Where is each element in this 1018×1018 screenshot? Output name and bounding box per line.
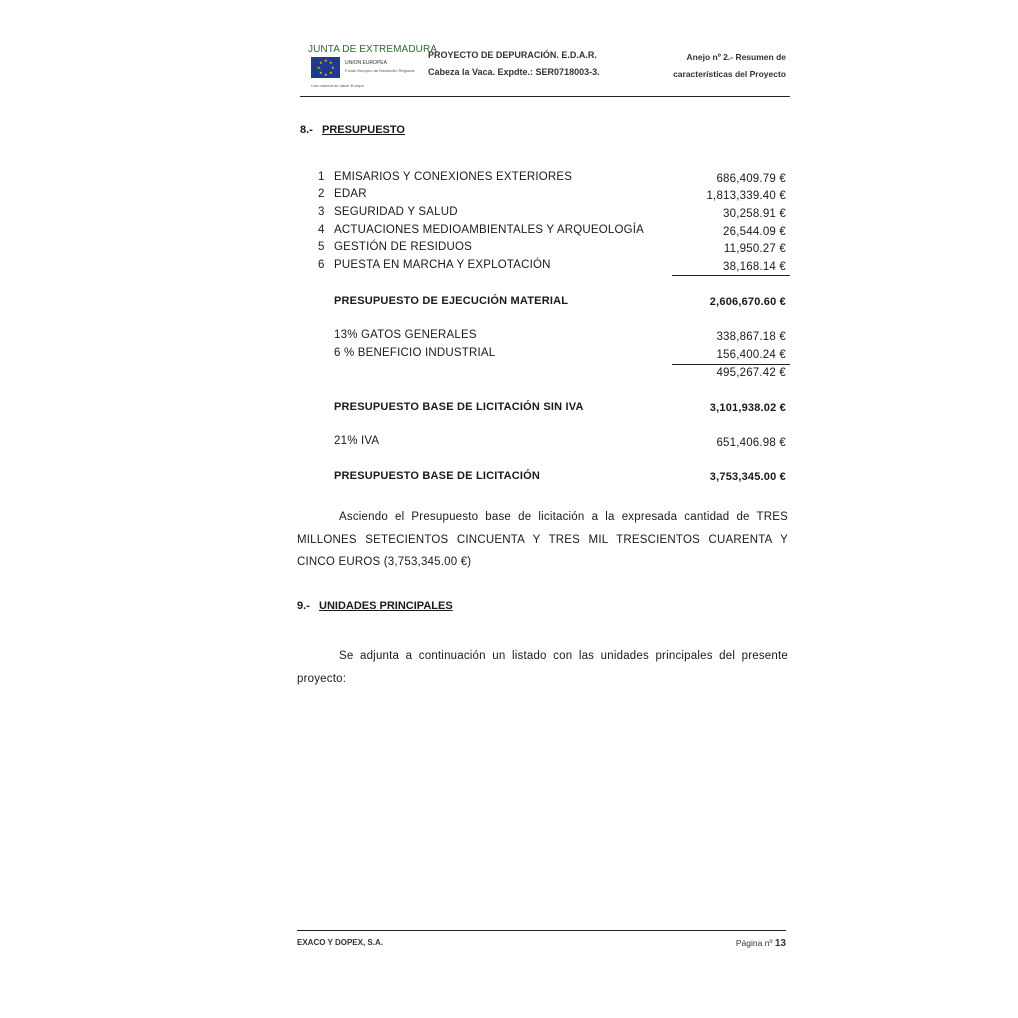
logo-union-europea: UNION EUROPEA (345, 60, 387, 66)
budget-item-amount: 686,409.79 € (716, 173, 786, 185)
budget-item-number: 1 (318, 171, 325, 183)
budget-item-amount: 11,950.27 € (723, 243, 786, 255)
subtotal-rule (672, 364, 790, 365)
budget-item-amount: 38,168.14 € (723, 261, 786, 273)
header-rule (300, 96, 790, 97)
budget-item-number: 5 (318, 241, 325, 253)
budget-item-label: EDAR (334, 188, 367, 200)
gastos-generales-amount: 338,867.18 € (716, 331, 786, 343)
section-9-heading (297, 600, 453, 612)
budget-item-label: SEGURIDAD Y SALUD (334, 206, 458, 218)
budget-item-label: ACTUACIONES MEDIOAMBIENTALES Y ARQUEOLOGÍA (334, 224, 645, 236)
pbl-amount: 3,753,345.00 € (709, 471, 786, 483)
header-project-line2: Cabeza la Vaca. Expdte.: SER0718003-3. (428, 67, 600, 77)
footer-page (736, 938, 786, 949)
logo-fund-text: Fondo Europeo de Desarrollo Regional (345, 68, 415, 73)
sum-rule (672, 275, 790, 276)
header-annex-line2: características del Proyecto (673, 69, 786, 79)
eu-flag-icon: ★ ★ ★ ★ ★ ★ ★ ★ (311, 57, 340, 78)
budget-item-number: 3 (318, 206, 325, 218)
subtotal-amount: 495,267.42 € (716, 367, 786, 379)
header-project-line1: PROYECTO DE DEPURACIÓN. E.D.A.R. (428, 50, 597, 60)
budget-item-number: 2 (318, 188, 325, 200)
section-8-heading (300, 124, 405, 136)
pbl-sin-iva-amount: 3,101,938.02 € (709, 402, 786, 414)
pbl-label: PRESUPUESTO BASE DE LICITACIÓN (334, 470, 541, 482)
budget-item-label: GESTIÓN DE RESIDUOS (334, 241, 472, 253)
footer-rule (297, 930, 786, 931)
budget-item-amount: 30,258.91 € (723, 208, 786, 220)
section-9-number: 9.- (297, 600, 310, 612)
units-paragraph: Se adjunta a continuación un listado con las unidades principales del presente proyecto: (297, 650, 788, 685)
budget-item-amount: 26,544.09 € (723, 226, 786, 238)
budget-item-label: PUESTA EN MARCHA Y EXPLOTACIÓN (334, 259, 551, 271)
footer-company: EXACO Y DOPEX, S.A. (297, 938, 383, 947)
iva-amount: 651,406.98 € (716, 437, 786, 449)
pem-amount: 2,606,670.60 € (709, 296, 786, 308)
section-8-number: 8.- (300, 124, 313, 136)
logo-title: JUNTA DE EXTREMADURA (308, 44, 438, 55)
section-9-title: UNIDADES PRINCIPALES (319, 600, 453, 612)
pbl-sin-iva-label: PRESUPUESTO BASE DE LICITACIÓN SIN IVA (334, 401, 584, 413)
section-8-title: PRESUPUESTO (322, 124, 405, 136)
footer-page-number: 13 (774, 938, 786, 949)
budget-paragraph: Asciendo el Presupuesto base de licitación a la expresada cantidad de TRES MILLONES SETECIENTOS CINCUENTA Y TRES MIL TRESCIENTOS CUARENTA Y CINCO EUROS (3,753,345.00 €) (297, 511, 788, 568)
pem-label: PRESUPUESTO DE EJECUCIÓN MATERIAL (334, 295, 569, 307)
iva-label: 21% IVA (334, 435, 380, 447)
budget-item-number: 4 (318, 224, 325, 236)
logo-motto: Una manera de hacer Europa (311, 83, 364, 88)
beneficio-industrial-amount: 156,400.24 € (716, 349, 786, 361)
footer-page-label: Página nº (735, 938, 773, 948)
beneficio-industrial-label: 6 % BENEFICIO INDUSTRIAL (334, 347, 496, 359)
budget-item-amount: 1,813,339.40 € (706, 190, 786, 202)
gastos-generales-label: 13% GATOS GENERALES (334, 329, 477, 341)
budget-item-label: EMISARIOS Y CONEXIONES EXTERIORES (334, 171, 573, 183)
budget-item-number: 6 (318, 259, 325, 271)
header-annex-line1: Anejo nº 2.- Resumen de (686, 52, 786, 62)
